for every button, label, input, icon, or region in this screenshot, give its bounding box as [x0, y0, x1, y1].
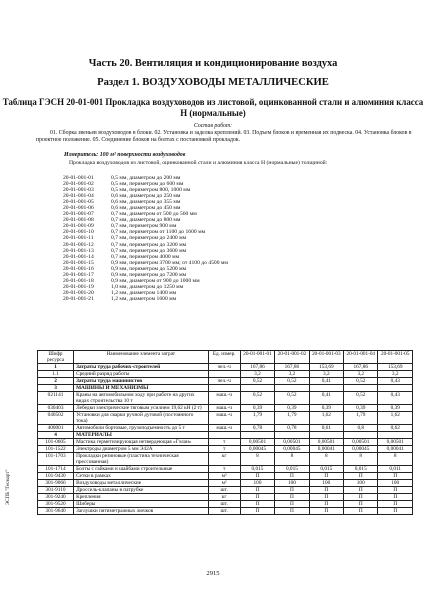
norm-description: 0,7 мм, периметром 4000 мм: [111, 253, 180, 260]
resource-unit: м²: [208, 480, 240, 487]
table-title: Таблица ГЭСН 20-01-001 Прокладка воздуховодов из листовой, оцинкованной стали и алюминия класса Н (нормальные): [2, 97, 424, 118]
section-title: Раздел 1. ВОЗДУХОВОДЫ МЕТАЛЛИЧЕСКИЕ: [97, 77, 329, 88]
resource-code: 101-1522: [38, 446, 74, 453]
resource-value: П: [275, 501, 309, 508]
resource-code: 101-0605: [38, 439, 74, 446]
resource-code: 1: [38, 364, 74, 371]
norm-code: 20-01-001-10: [63, 229, 94, 236]
resource-name: Электроды диаметром 5 мм Э42А: [74, 446, 208, 453]
table-row: [38, 453, 413, 466]
norm-code: 20-01-001-18: [63, 277, 94, 284]
resource-code: 301-9520: [38, 501, 74, 508]
resource-value: П: [309, 501, 343, 508]
resource-value: 8: [275, 453, 309, 466]
resource-unit: шт.: [208, 508, 240, 515]
resource-value: [275, 432, 309, 439]
intro-text: Прокладка воздуховодов из листовой, оцинкованной стали и алюминия класса Н (нормальные) толщиной:: [69, 160, 328, 166]
resource-value: П: [378, 501, 413, 508]
resource-value: П: [344, 487, 378, 494]
resource-value: 0,52: [344, 378, 378, 385]
table-row: [38, 446, 413, 453]
resource-value: 0,52: [344, 392, 378, 405]
norm-code: 20-01-001-13: [63, 247, 94, 254]
norm-code: 20-01-001-14: [63, 253, 94, 260]
resource-value: 167,86: [275, 364, 309, 371]
resource-value: П: [240, 487, 274, 494]
norm-description: 1,2 мм, диаметром 1600 мм: [111, 295, 177, 302]
resource-value: 0,8: [344, 425, 378, 432]
resource-code: 4: [38, 432, 74, 439]
resource-value: 0,43: [378, 378, 413, 385]
column-header: Шифр ресурса: [38, 351, 74, 364]
resource-code: 2: [38, 378, 74, 385]
resource-value: 1,79: [344, 412, 378, 425]
resource-code: 301-9640: [38, 508, 74, 515]
norm-list: [63, 175, 228, 302]
column-header: Ед. измер.: [208, 351, 240, 364]
table-row: [38, 501, 413, 508]
resource-value: 1,79: [275, 412, 309, 425]
resource-name: Мастика герметизирующая нетвердеющая «Гэлан»: [74, 439, 208, 446]
resource-value: 0,52: [240, 392, 274, 405]
resource-value: П: [275, 508, 309, 515]
resource-value: 100: [240, 480, 274, 487]
resource-value: [378, 432, 413, 439]
resource-value: 0,00501: [240, 439, 274, 446]
resource-value: 3,2: [275, 371, 309, 378]
resource-name: Затраты труда рабочих-строителей: [74, 364, 208, 371]
resource-value: 8: [240, 453, 274, 466]
norm-description: 1,2 мм, диаметром 1400 мм: [111, 289, 177, 296]
norm-code: 20-01-001-16: [63, 265, 94, 272]
resource-value: 0,39: [344, 405, 378, 412]
norm-description: 0,5 мм, периметром до 600 мм: [111, 181, 184, 188]
resource-value: 0,00501: [344, 439, 378, 446]
resource-value: [309, 385, 343, 392]
table-row: [38, 385, 413, 392]
resource-name: Затраты труда машинистов: [74, 378, 208, 385]
part-title: Часть 20. Вентиляция и кондиционирование воздуха: [88, 58, 338, 69]
resource-unit: кг: [208, 494, 240, 501]
resource-value: 0,015: [275, 466, 309, 473]
resource-value: 8: [309, 453, 343, 466]
resource-value: 1,62: [378, 412, 413, 425]
resource-value: [240, 432, 274, 439]
norm-code: 20-01-001-09: [63, 223, 94, 230]
resource-value: 0,011: [378, 466, 413, 473]
table-row: [38, 494, 413, 501]
column-header: 20-01-001-05: [378, 351, 413, 364]
resource-value: П: [275, 473, 309, 480]
resource-unit: [208, 432, 240, 439]
resource-unit: чел.-ч: [208, 364, 240, 371]
resource-code: 030403: [38, 405, 74, 412]
resource-code: 301-9110: [38, 487, 74, 494]
resource-code: 3: [38, 385, 74, 392]
resource-value: 0,78: [275, 425, 309, 432]
resource-value: П: [240, 494, 274, 501]
norm-code: 20-01-001-11: [63, 235, 94, 242]
norm-description: 0,5 мм, периметром 800, 1000 мм: [111, 187, 191, 194]
table-row: [38, 392, 413, 405]
resource-name: Лебедки электрические тяговым усилием 19,62 кН (2 т): [74, 405, 208, 412]
resource-value: 3,2: [344, 371, 378, 378]
resource-value: П: [344, 508, 378, 515]
norm-code: 20-01-001-08: [63, 217, 94, 224]
resource-value: 0,41: [309, 378, 343, 385]
resource-value: [344, 432, 378, 439]
norm-code: 20-01-001-02: [63, 181, 94, 188]
norm-description: 0,6 мм, диаметром до 250 мм: [111, 193, 181, 200]
resource-value: 0,41: [309, 392, 343, 405]
resource-value: 0,015: [240, 466, 274, 473]
resource-name: Воздуховоды металлические: [74, 480, 208, 487]
norm-code: 20-01-001-12: [63, 241, 94, 248]
resource-code: 101-1714: [38, 466, 74, 473]
composition-label: Состав работ:: [193, 123, 233, 129]
norm-code: 20-01-001-03: [63, 187, 94, 194]
resource-value: 0,00501: [378, 439, 413, 446]
table-row: [38, 487, 413, 494]
table-row: [38, 412, 413, 425]
resource-value: 100: [378, 480, 413, 487]
resource-value: П: [344, 501, 378, 508]
resource-value: 1,62: [309, 412, 343, 425]
side-watermark: ЭСПБ "Гесмарт": [6, 469, 11, 505]
resource-value: [275, 385, 309, 392]
page-number: 2915: [206, 570, 220, 577]
norm-description: 0,7 мм, периметром 900 мм: [111, 223, 177, 230]
column-header: Наименование элемента затрат: [74, 351, 208, 364]
norm-description: 0,6 мм, диаметром до 450 мм: [111, 205, 181, 212]
resource-value: 0,39: [275, 405, 309, 412]
resource-value: 0,39: [309, 405, 343, 412]
norm-code: 20-01-001-19: [63, 283, 94, 290]
resource-code: 040502: [38, 412, 74, 425]
norm-row: [63, 296, 228, 302]
resource-code: 400001: [38, 425, 74, 432]
norm-code: 20-01-001-05: [63, 199, 94, 206]
norm-description: 0,9 мм, диаметром от 900 до 1000 мм: [111, 277, 200, 284]
norm-description: 0,9 мм, периметром 3700 мм; от 4100 до 4500 мм: [111, 259, 228, 266]
resource-unit: маш.-ч: [208, 392, 240, 405]
resource-value: П: [309, 508, 343, 515]
column-header: 20-01-001-01: [240, 351, 274, 364]
resource-value: П: [240, 501, 274, 508]
resource-value: [309, 432, 343, 439]
resource-value: 8: [344, 453, 378, 466]
resource-value: 0,00045: [240, 446, 274, 453]
resource-unit: маш.-ч: [208, 412, 240, 425]
table-row: [38, 371, 413, 378]
resource-value: П: [309, 494, 343, 501]
resource-name: Автомобили бортовые, грузоподъемность до 5 т: [74, 425, 208, 432]
table-row: [38, 425, 413, 432]
norm-code: 20-01-001-04: [63, 193, 94, 200]
column-header: 20-01-001-03: [309, 351, 343, 364]
norm-description: 0,9 мм, периметром до 5200 мм: [111, 265, 187, 272]
norm-code: 20-01-001-07: [63, 211, 94, 218]
resource-value: [378, 385, 413, 392]
resource-unit: [208, 371, 240, 378]
resource-name: Болты с гайками и шайбами строительные: [74, 466, 208, 473]
resource-name: Прокладки резиновые (пластина техническая прессованная): [74, 453, 208, 466]
column-header: 20-01-001-04: [344, 351, 378, 364]
norm-description: 0,9 мм, периметром до 7200 мм: [111, 271, 187, 278]
table-row: [38, 473, 413, 480]
resource-value: 3,2: [378, 371, 413, 378]
resource-value: П: [378, 487, 413, 494]
resource-unit: маш.-ч: [208, 405, 240, 412]
table-row: [38, 432, 413, 439]
resource-code: 101-1703: [38, 453, 74, 466]
resource-value: П: [344, 494, 378, 501]
resource-value: 153,69: [309, 364, 343, 371]
resource-name: МАТЕРИАЛЫ: [74, 432, 208, 439]
norm-code: 20-01-001-21: [63, 295, 94, 302]
resource-value: 0,00045: [344, 446, 378, 453]
norm-code: 20-01-001-17: [63, 271, 94, 278]
resource-value: 167,86: [240, 364, 274, 371]
resource-value: [344, 385, 378, 392]
norm-description: 0,7 мм, периметром до 3200 мм: [111, 241, 187, 248]
resource-value: 167,86: [344, 364, 378, 371]
resource-value: 0,61: [309, 425, 343, 432]
resource-value: П: [378, 494, 413, 501]
resource-name: Шиберы: [74, 501, 208, 508]
resource-value: 153,69: [378, 364, 413, 371]
resource-code: 301-9066: [38, 480, 74, 487]
resource-value: 0,00045: [275, 446, 309, 453]
resource-value: П: [378, 473, 413, 480]
resource-value: 100: [275, 480, 309, 487]
resource-value: 100: [344, 480, 378, 487]
resource-name: Средний разряд работы: [74, 371, 208, 378]
resource-unit: [208, 385, 240, 392]
resource-unit: маш.-ч: [208, 425, 240, 432]
resource-name: Краны на автомобильном ходу при работе на других видах строительства 10 т: [74, 392, 208, 405]
resource-value: 3,2: [240, 371, 274, 378]
resource-value: 0,00041: [309, 446, 343, 453]
resource-name: Установки для сварки ручной дуговой (постоянного тока): [74, 412, 208, 425]
norm-description: 0,7 мм, диаметром от 500 до 560 мм: [111, 211, 197, 218]
resource-value: 0,00501: [275, 439, 309, 446]
norm-code: 20-01-001-20: [63, 289, 94, 296]
table-row: [38, 439, 413, 446]
resource-unit: м²: [208, 473, 240, 480]
resource-value: 8: [378, 453, 413, 466]
resource-value: П: [240, 473, 274, 480]
resource-value: 1,79: [240, 412, 274, 425]
norm-description: 0,5 мм, диаметром до 200 мм: [111, 175, 181, 181]
resource-unit: т: [208, 439, 240, 446]
resource-value: П: [309, 487, 343, 494]
resource-value: 0,39: [378, 405, 413, 412]
resource-value: П: [275, 487, 309, 494]
resource-name: Сетки в рамках: [74, 473, 208, 480]
norm-code: 20-01-001-01: [63, 175, 94, 181]
norm-description: 0,7 мм, периметром до 3600 мм: [111, 247, 187, 254]
norm-description: 0,7 мм, периметром до 2400 мм: [111, 235, 187, 242]
table-row: [38, 378, 413, 385]
resource-value: 0,015: [344, 466, 378, 473]
resource-value: 0,00501: [309, 439, 343, 446]
resource-table: [37, 350, 413, 515]
measure-unit: Измеритель: 100 м² поверхности воздуховодов: [64, 152, 186, 158]
resource-value: [240, 385, 274, 392]
resource-code: 101-9430: [38, 473, 74, 480]
table-row: [38, 508, 413, 515]
resource-value: 0,52: [275, 378, 309, 385]
column-header: 20-01-001-02: [275, 351, 309, 364]
resource-name: Крепления: [74, 494, 208, 501]
resource-value: П: [240, 508, 274, 515]
norm-description: 0,7 мм, периметром от 1100 до 1600 мм: [111, 229, 206, 236]
resource-value: 0,015: [309, 466, 343, 473]
resource-unit: чел.-ч: [208, 378, 240, 385]
table-row: [38, 466, 413, 473]
resource-value: 0,78: [240, 425, 274, 432]
table-row: [38, 480, 413, 487]
resource-name: Дроссель-клапаны в патрубке: [74, 487, 208, 494]
table-row: [38, 405, 413, 412]
composition-text: 01. Сборка звеньев воздуховодов в блоки. 02. Установка и заделка креплений. 03. Подъем блоков и временная их подвеска. 04. Установка блоков в проектное положение. 05. Соединение блоков на болтах с постановкой прокладок.: [36, 130, 412, 144]
resource-value: П: [344, 473, 378, 480]
resource-code: 021141: [38, 392, 74, 405]
resource-value: 0,52: [275, 392, 309, 405]
resource-value: 0,62: [378, 425, 413, 432]
norm-description: 0,6 мм, диаметром до 355 мм: [111, 199, 181, 206]
resource-unit: т: [208, 466, 240, 473]
resource-unit: шт.: [208, 501, 240, 508]
norm-description: 0,7 мм, диаметром до 800 мм: [111, 217, 181, 224]
resource-value: 3,2: [309, 371, 343, 378]
resource-name: МАШИНЫ И МЕХАНИЗМЫ: [74, 385, 208, 392]
resource-value: П: [378, 508, 413, 515]
table-row: [38, 364, 413, 371]
resource-name: Заглушки пятиметражных лючков: [74, 508, 208, 515]
resource-value: 0,39: [240, 405, 274, 412]
resource-unit: кг: [208, 453, 240, 466]
norm-code: 20-01-001-06: [63, 205, 94, 212]
resource-code: 1.1: [38, 371, 74, 378]
resource-value: 0,52: [240, 378, 274, 385]
resource-unit: шт.: [208, 487, 240, 494]
resource-value: 0,43: [378, 392, 413, 405]
resource-value: 0,00041: [378, 446, 413, 453]
resource-value: П: [275, 494, 309, 501]
resource-unit: т: [208, 446, 240, 453]
resource-value: 100: [309, 480, 343, 487]
resource-code: 301-9240: [38, 494, 74, 501]
resource-value: П: [309, 473, 343, 480]
norm-code: 20-01-001-15: [63, 259, 94, 266]
norm-description: 1,0 мм, диаметром до 1250 мм: [111, 283, 184, 290]
